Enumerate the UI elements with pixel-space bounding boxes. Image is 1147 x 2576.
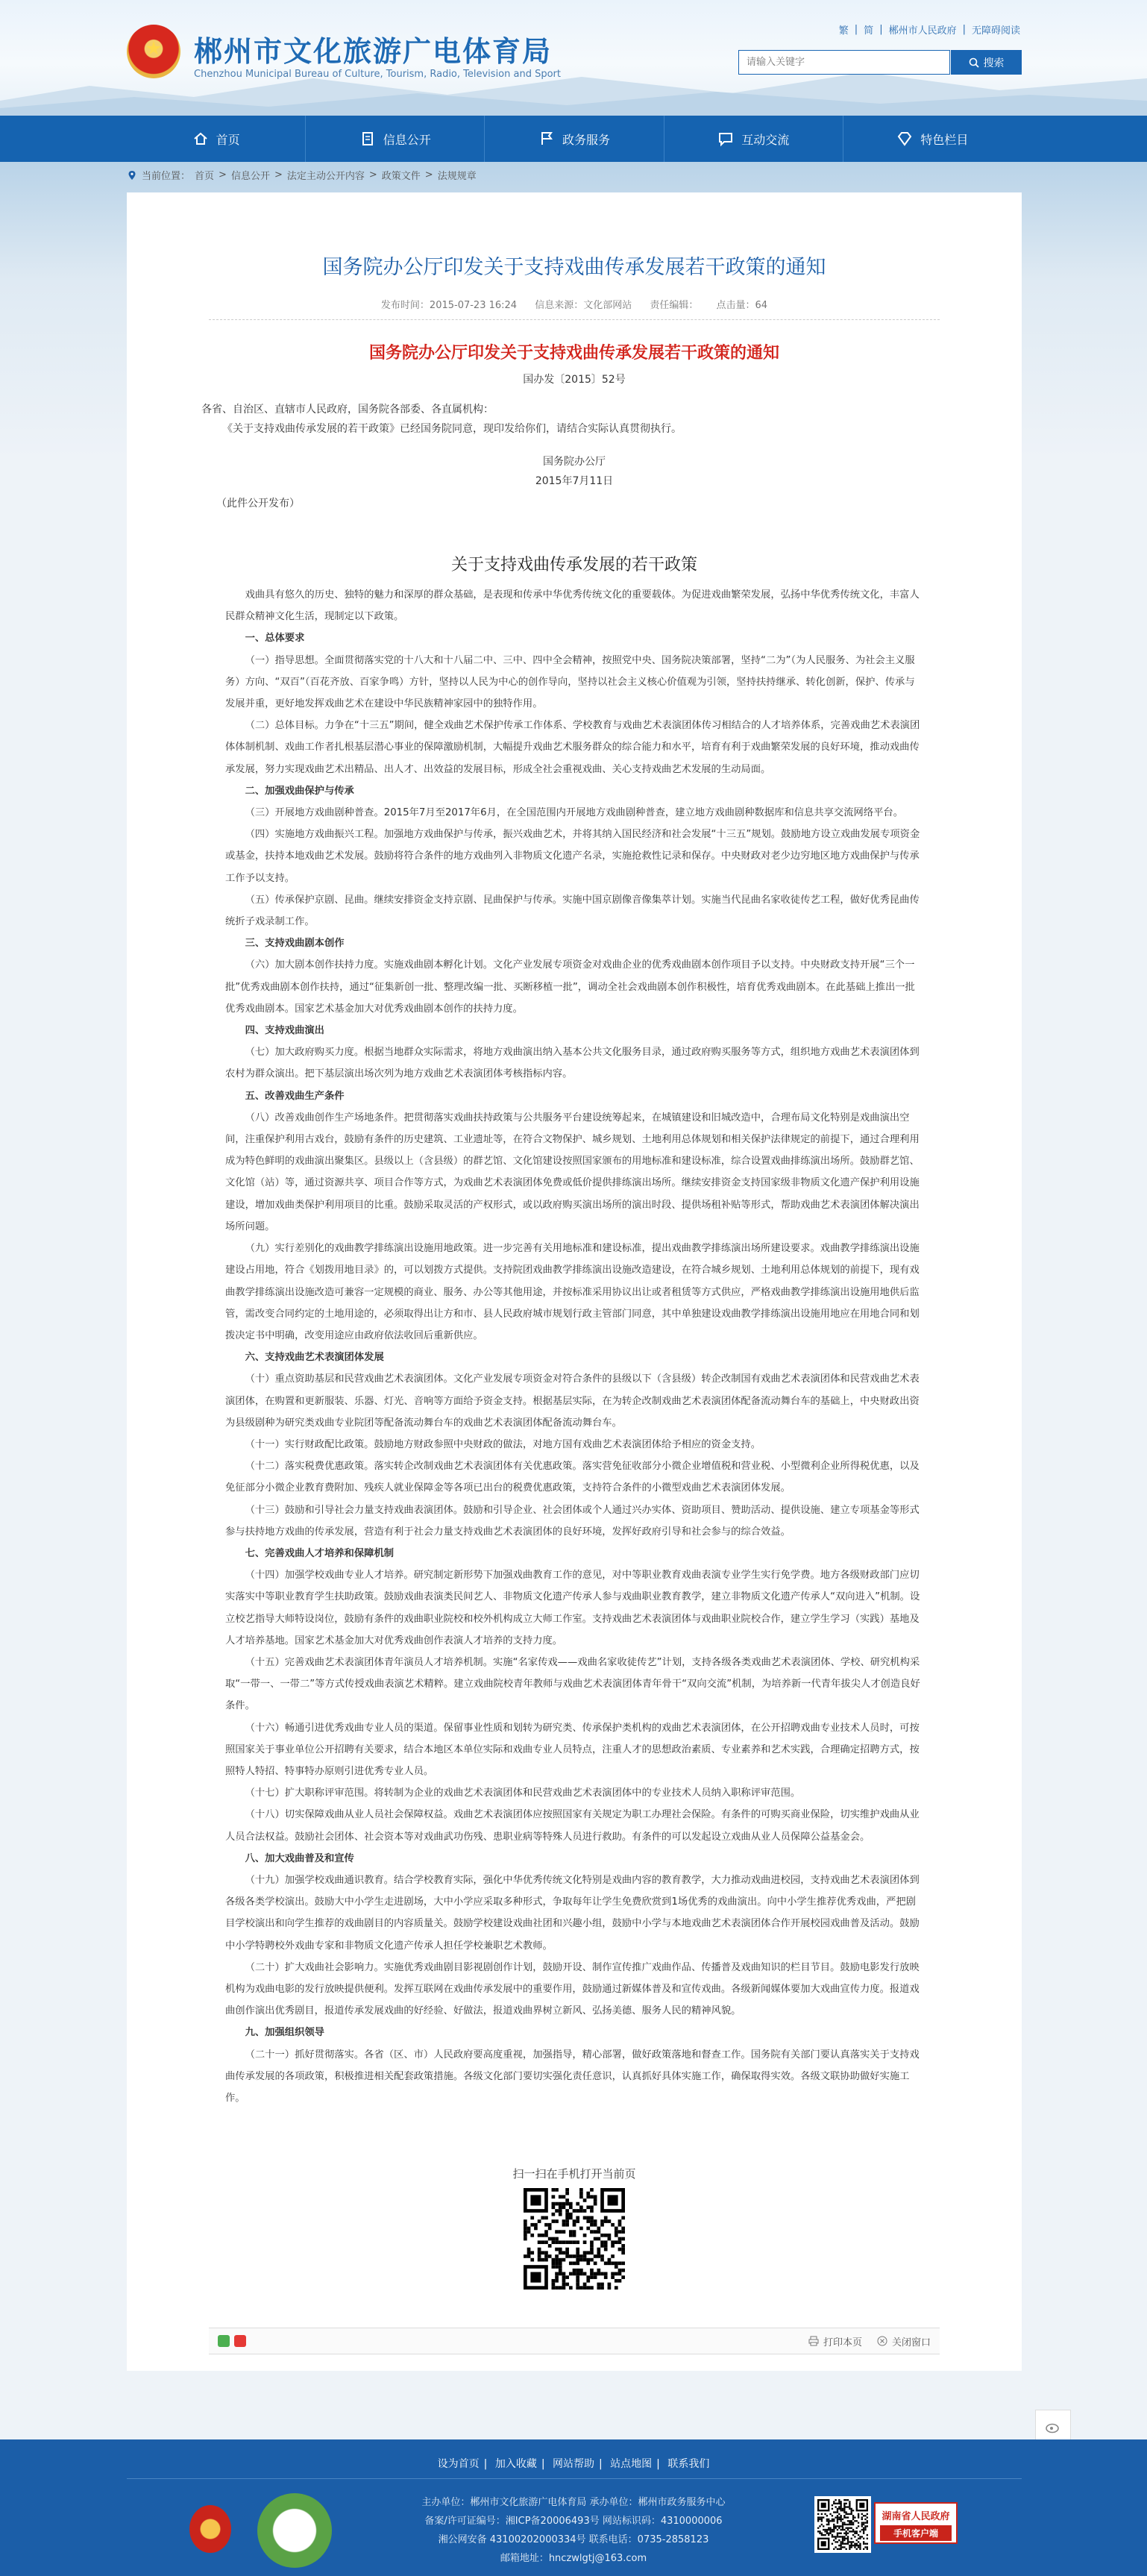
- hunan-gov-app-badge[interactable]: [874, 2502, 958, 2544]
- body-paragraph: （十九）加强学校戏曲通识教育。结合学校教育实际，强化中华优秀传统文化特别是戏曲内容的教育教学，大力推动戏曲进校园，支持戏曲艺术表演团体到各级各类学校演出。鼓励大中小学生走进剧场，大中小学应采取多种形式，争取每年让学生免费欣赏到1场优秀的戏曲演出。向中小学生推荐优秀戏曲，严把剧目学校演出和向学生推荐的戏曲剧目的内容质量关。鼓励学校建设戏曲社团和兴趣小组，鼓励中小学与本地戏曲艺术表演团体合作开展校园戏曲普及活动。鼓励中小学特聘校外戏曲专家和非物质文化遗产传承人担任学校兼职艺术教师。: [225, 1874, 920, 1952]
- body-paragraph: （十三）鼓励和引导社会力量支持戏曲表演团体。鼓励和引导企业、社会团体或个人通过兴办实体、资助项目、赞助活动、提供设施、建立专项基金等形式参与扶持地方戏曲的传承发展，营造有利于社会力量支持戏曲艺术表演团体的良好环境，发挥好政府引导和社会参与的综合效益。: [225, 1504, 920, 1538]
- home-icon: [192, 131, 209, 147]
- article-toolbar: [209, 2328, 940, 2354]
- section-heading: 四、支持戏曲演出: [245, 1025, 324, 1037]
- breadcrumb-statutory[interactable]: 法定主动公开内容: [286, 171, 365, 182]
- section-heading: 六、支持戏曲艺术表演团体发展: [245, 1352, 384, 1364]
- search-input[interactable]: [738, 50, 950, 75]
- public-note: （此件公开发布）: [216, 498, 300, 510]
- qr-code-icon: [524, 2188, 625, 2290]
- body-paragraph: （七）加大政府购买力度。根据当地群众实际需求，将地方戏曲演出纳入基本公共文化服务目录，通过政府购买服务等方式，组织地方戏曲艺术表演团体到农村为群众演出。把下基层演出场次列为地方戏曲艺术表演团体考核指标内容。: [225, 1047, 920, 1080]
- nav-interact-label: 互动交流: [741, 132, 790, 147]
- close-label: 关闭窗口: [891, 2337, 931, 2348]
- close-icon: [877, 2336, 887, 2346]
- section-heading: 二、加强戏曲保护与传承: [245, 785, 354, 797]
- footer-link-contact[interactable]: 联系我们: [667, 2458, 710, 2470]
- footer-divider: [127, 2478, 1022, 2479]
- footer-host: 主办单位：郴州市文化旅游广电体育局 承办单位：郴州市政务服务中心: [421, 2497, 726, 2508]
- traditional-link[interactable]: 繁: [838, 25, 849, 37]
- flag-icon: [538, 131, 555, 147]
- recipients: 各省、自治区、直辖市人民政府，国务院各部委、各直属机构：: [201, 404, 494, 416]
- location-icon: [127, 170, 137, 181]
- nav-home[interactable]: [127, 116, 305, 162]
- footer-email: 邮箱地址：hnczwlgtj@163.com: [500, 2553, 647, 2564]
- footer-qr-icon: [817, 2499, 868, 2550]
- body-paragraph: （三）开展地方戏曲剧种普查。2015年7月至2017年6月，在全国范围内开展地方戏曲剧种普查，建立地方戏曲剧种数据库和信息共享交流网络平台。: [245, 807, 904, 819]
- body-paragraph: （十一）实行财政配比政策。鼓励地方财政参照中央财政的做法，对地方国有戏曲艺术表演团体给予相应的资金支持。: [245, 1438, 761, 1450]
- nav-special-label: 特色栏目: [920, 132, 969, 147]
- body-paragraph: （一）指导思想。全面贯彻落实党的十八大和十八届二中、三中、四中全会精神，按照党中央、国务院决策部署，坚持“二为”（为人民服务、为社会主义服务）方向、“双百”（百花齐放、百家争鸣）方针，坚持以人民为中心的创作导向，坚持以社会主义核心价值观为引领，坚持扶持继承、转化创新，保护、传承与发展并重，更好地发挥戏曲艺术在建设中华民族精神家园中的独特作用。: [225, 654, 915, 710]
- search-button[interactable]: [951, 50, 1022, 75]
- breadcrumb-home[interactable]: 首页: [195, 171, 215, 182]
- body-paragraph: （九）实行差别化的戏曲教学排练演出设施用地政策。进一步完善有关用地标准和建设标准，提出戏曲教学排练演出场所建设要求。戏曲教学排练演出设施建设占用地，符合《划拨用地目录》的，可以划拨方式提供。支持院团戏曲教学排练演出设施改造建设，在符合城乡规划、土地利用总体规划的前提下，现有戏曲教学排练演出设施改造可兼容一定规模的商业、服务、办公等其他用途，并按标准采用协议出让或者租赁等方式供应，严格戏曲教学排练演出设施用地供后监管，需改变合同约定的土地用途的，必须取得出让方和市、县人民政府城市规划行政主管部门同意，其中单独建设戏曲教学排练演出设施用地应在用地合同和划拨决定书中明确，改变用途应由政府依法收回后重新供应。: [225, 1243, 920, 1341]
- breadcrumb-label: 当前位置：: [142, 171, 191, 182]
- document-red-title: 国务院办公厅印发关于支持戏曲传承发展若干政策的通知: [368, 344, 779, 363]
- footer-qr-code: [814, 2496, 871, 2553]
- body-paragraph: （二）总体目标。力争在“十三五”期间，健全戏曲艺术保护传承工作体系、学校教育与戏曲艺术表演团体传习相结合的人才培养体系，完善戏曲艺术表演团体体制机制、戏曲工作者扎根基层潜心事业的保障激励机制，大幅提升戏曲艺术服务群众的综合能力和水平，培育有利于戏曲繁荣发展的良好环境，推动戏曲传承发展，努力实现戏曲艺术出精品、出人才、出效益的发展目标，形成全社会重视戏曲、关心支持戏曲艺术发展的生动局面。: [225, 720, 920, 775]
- footer-link-homepage[interactable]: 设为首页: [437, 2458, 480, 2470]
- print-label: 打印本页: [823, 2337, 862, 2348]
- section-heading: 八、加大戏曲普及和宣传: [245, 1852, 354, 1864]
- breadcrumb-info[interactable]: 信息公开: [230, 171, 270, 182]
- section-heading: 一、总体要求: [245, 633, 305, 645]
- accessibility-link[interactable]: 无障碍阅读: [971, 25, 1020, 37]
- nav-service[interactable]: [484, 116, 663, 162]
- weibo-icon: [1044, 2418, 1062, 2436]
- body-paragraph: （二十一）抓好贯彻落实。各省（区、市）人民政府要高度重视，加强指导，精心部署，做好政策落地和督查工作。国务院有关部门要认真落实关于支持戏曲传承发展的各项政策，积极推进相关配套政策措施。各级文化部门要切实强化责任意识，认真抓好具体实施工作，确保取得实效。各级文联协助做好实施工作。: [225, 2049, 920, 2105]
- signer: 国务院办公厅: [543, 456, 606, 468]
- close-window-button[interactable]: [877, 2334, 931, 2348]
- body-paragraph: （十四）加强学校戏曲专业人才培养。研究制定新形势下加强戏曲教育工作的意见，对中等职业教育戏曲表演专业学生实行免学费。地方各级财政部门应切实落实中等职业教育学生扶助政策。鼓励戏曲表演类民间艺人、非物质文化遗产传承人参与戏曲职业教育教学，建立非物质文化遗产传承人“双向进入”机制。设立校艺指导大师特设岗位，鼓励有条件的戏曲职业院校和校外机构成立大师工作室。支持戏曲艺术表演团体与戏曲职业院校合作，建立学生学习（实践）基地及人才培养基地。国家艺术基金加大对优秀戏曲创作表演人才培养的支持力度。: [225, 1570, 920, 1646]
- footer-info: [0, 2493, 1147, 2568]
- breadcrumb-policy[interactable]: 政策文件: [381, 171, 421, 182]
- sign-date: 2015年7月11日: [535, 475, 614, 487]
- national-emblem-icon: [127, 25, 180, 78]
- info-source: 信息来源：文化部网站: [535, 300, 632, 311]
- section-heading: 五、改善戏曲生产条件: [245, 1090, 345, 1102]
- gov-badge-subtitle: 手机客户端: [880, 2525, 952, 2541]
- intro-paragraph: 《关于支持戏曲传承发展的若干政策》已经国务院同意，现印发给你们，请结合实际认真贯彻执行。: [222, 423, 682, 435]
- breadcrumb-regulations[interactable]: 法规规章: [437, 171, 477, 182]
- body-paragraph: （十五）完善戏曲艺术表演团体青年演员人才培养机制。实施“名家传戏——戏曲名家收徒传艺”计划，支持各级各类戏曲艺术表演团体、学校、研究机构采取“一带一、一带二”等方式传授戏曲表演艺术精粹。建立戏曲院校青年教师与戏曲艺术表演团体青年骨干“双向交流”机制，为培养新一代青年拔尖人才创造良好条件。: [225, 1656, 920, 1712]
- share-icons: [218, 2335, 246, 2347]
- main-nav: [0, 116, 1147, 162]
- article-body: [225, 584, 923, 2109]
- body-paragraph: （八）改善戏曲创作生产场地条件。把贯彻落实戏曲扶持政策与公共服务平台建设统筹起来，在城镇建设和旧城改造中，合理布局文化特别是戏曲演出空间，注重保护利用古戏台，鼓励有条件的历史建筑、工业遗址等，在符合文物保护、城乡规划、土地利用总体规划和相关保护法律规定的前提下，通过合理利用成为特色鲜明的戏曲演出聚集区。县级以上（含县级）的群艺馆、文化馆建设按照国家颁布的用地标准和建设标准，综合设置戏曲排练演出场所。鼓励群艺馆、文化馆（站）等，通过资源共享、项目合作等方式，为戏曲艺术表演团体免费或低价提供排练演出场所。继续安排资金支持国家级非物质文化遗产保护利用设施建设，增加戏曲类保护利用项目的比重。鼓励采取灵活的产权形式，或以政府购买演出场所的演出时段、提供场租补贴等形式，帮助戏曲艺术表演团体解决演出场所问题。: [225, 1112, 920, 1232]
- body-paragraph: （二十）扩大戏曲社会影响力。实施优秀戏曲剧目影视剧创作计划，鼓励开设、制作宣传推广戏曲作品、传播普及戏曲知识的栏目节目。鼓励电影发行放映机构为戏曲电影的发行放映提供便利。发挥互联网在戏曲传承发展中的重要作用，鼓励通过新媒体普及和宣传戏曲。各级新闻媒体要加大戏曲宣传力度。报道戏曲创作演出优秀剧目，报道传承发展戏曲的好经验、好做法，报道戏曲界树立新风、弘扬美德、服务人民的精神风貌。: [225, 1961, 920, 2017]
- editor: 责任编辑：: [650, 300, 699, 311]
- body-paragraph: （六）加大剧本创作扶持力度。实施戏曲剧本孵化计划。文化产业发展专项资金对戏曲企业的优秀戏曲剧本创作项目予以支持。中央财政支持开展“三个一批”优秀戏曲剧本创作扶持，通过“征集新创一批、整理改编一批、买断移植一批”，调动全社会戏曲剧本创作积极性，培育优秀戏曲剧本。在此基础上推出一批优秀戏曲剧本。国家艺术基金加大对优秀戏曲剧本创作的扶持力度。: [225, 959, 915, 1015]
- city-gov-link[interactable]: 郴州市人民政府: [888, 25, 957, 37]
- body-paragraph: （十）重点资助基层和民营戏曲艺术表演团体。文化产业发展专项资金对符合条件的县级以下（含县级）转企改制国有戏曲艺术表演团体和民营戏曲艺术表演团体，在购置和更新服装、乐器、灯光、音响等方面给予资金支持。根据基层实际，在为转企改制戏曲艺术表演团体配备流动舞台车的基础上，中央财政出资为县级剧种为研究类戏曲专业院团等配备流动舞台车的戏曲艺术表演团体配备流动舞台车。: [225, 1373, 920, 1429]
- publish-time: 发布时间：2015-07-23 16:24: [380, 300, 518, 311]
- body-paragraph: （十二）落实税费优惠政策。落实转企改制戏曲艺术表演团体有关优惠政策。落实营免征收部分小微企业增值税和营业税、小型微利企业所得税优惠，以及免征部分小微企业教育费附加、残疾人就业保障金等各项已出台的税费优惠政策，支持符合条件的小微型戏曲艺术表演团体发展。: [225, 1461, 920, 1494]
- body-paragraph: （十八）切实保障戏曲从业人员社会保障权益。戏曲艺术表演团体应按照国家有关规定为职工办理社会保险。有条件的可购买商业保险，切实维护戏曲从业人员合法权益。鼓励社会团体、社会资本等对戏曲武功伤残、患职业病等特殊人员进行救助。有条件的可以发起设立戏曲从业人员保障公益基金会。: [225, 1809, 920, 1843]
- section-heading: 三、支持戏曲剧本创作: [245, 938, 345, 950]
- print-button[interactable]: [808, 2334, 862, 2348]
- click-count: 点击量：64: [716, 300, 768, 311]
- wechat-share-icon[interactable]: [218, 2335, 230, 2347]
- chat-icon: [717, 131, 734, 147]
- site-subtitle: Chenzhou Municipal Bureau of Culture, Tourism, Radio, Television and Sport: [194, 69, 561, 80]
- nav-info[interactable]: [305, 116, 484, 162]
- body-paragraph: （四）实施地方戏曲振兴工程。加强地方戏曲保护与传承，振兴戏曲艺术，并将其纳入国民经济和社会发展“十三五”规划。鼓励地方设立戏曲发展专项资金或基金，扶持本地戏曲艺术发展。鼓励将符合条件的地方戏曲列入非物质文化遗产名录，实施抢救性记录和保存。中央财政对老少边穷地区地方戏曲保护与传承工作予以支持。: [225, 829, 920, 884]
- body-paragraph: （十六）畅通引进优秀戏曲专业人员的渠道。保留事业性质和划转为研究类、传承保护类机构的戏曲艺术表演团体，在公开招聘戏曲专业技术人员时，可按照国家关于事业单位公开招聘有关要求，结合本地区本单位实际和戏曲专业人员特点，注重人才的思想政治素质、专业素养和艺术实践，合理确定招聘方式，按照特人特招、特事特办原则引进优秀专业人员。: [225, 1722, 920, 1777]
- section-heading: 七、完善戏曲人才培养和保障机制: [245, 1547, 395, 1559]
- document-number: 国办发〔2015〕52号: [523, 374, 626, 386]
- nav-home-label: 首页: [216, 132, 240, 147]
- nav-interact[interactable]: [664, 116, 843, 162]
- search-icon: [969, 57, 979, 68]
- footer-icp: 备案/许可证编号：湘ICP备20006493号 网站标识码：4310000006: [424, 2516, 723, 2527]
- section-heading: 九、加强组织领导: [245, 2027, 324, 2039]
- site-title: 郴州市文化旅游广电体育局: [194, 37, 553, 68]
- article-meta: [127, 297, 1022, 311]
- footer-links: 设为首页 | 加入收藏 | 网站帮助 | 站点地图 | 联系我们: [437, 2458, 710, 2470]
- printer-icon: [808, 2336, 819, 2346]
- weibo-share-icon[interactable]: [234, 2335, 246, 2347]
- qr-label: 扫一扫在手机打开当前页: [512, 2167, 636, 2181]
- breadcrumb: 当前位置： 首页 > 信息公开 > 法定主动公开内容 > 政策文件 > 法规规章: [127, 168, 477, 182]
- nav-special[interactable]: [843, 116, 1022, 162]
- policy-subtitle: 关于支持戏曲传承发展的若干政策: [450, 556, 697, 574]
- header: [0, 0, 1147, 116]
- nav-info-label: 信息公开: [383, 132, 431, 147]
- gov-badge-title: 湖南省人民政府: [882, 2511, 950, 2522]
- body-paragraph: （五）传承保护京剧、昆曲。继续安排资金支持京剧、昆曲保护与传承。实施中国京剧像音像集萃计划。实施当代昆曲名家收徒传艺工程，做好优秀昆曲传统折子戏录制工作。: [225, 894, 920, 928]
- diamond-icon: [896, 131, 913, 147]
- search-button-label: 搜索: [983, 56, 1005, 69]
- body-paragraph: 戏曲具有悠久的历史、独特的魅力和深厚的群众基础，是表现和传承中华优秀传统文化的重要载体。为促进戏曲繁荣发展，弘扬中华优秀传统文化，丰富人民群众精神文化生活，现制定以下政策。: [225, 589, 920, 623]
- divider: [209, 319, 940, 320]
- body-paragraph: （十七）扩大职称评审范围。将转制为企业的戏曲艺术表演团体和民营戏曲艺术表演团体中的专业技术人员纳入职称评审范围。: [245, 1787, 801, 1799]
- simplified-link[interactable]: 简: [864, 25, 874, 37]
- nav-service-label: 政务服务: [562, 132, 611, 147]
- top-links: 繁 | 简 | 郴州市人民政府 | 无障碍阅读: [838, 24, 1020, 37]
- article-panel: [127, 192, 1022, 2371]
- footer-link-sitemap[interactable]: 站点地图: [610, 2458, 653, 2470]
- footer-link-help[interactable]: 网站帮助: [553, 2458, 594, 2470]
- footer-link-favorite[interactable]: 加入收藏: [494, 2458, 537, 2470]
- footer: [0, 2439, 1147, 2576]
- document-icon: [359, 131, 376, 147]
- footer-beian: 湘公网安备 43100202000334号 联系电话：0735-2858123: [438, 2534, 709, 2545]
- article-title: 国务院办公厅印发关于支持戏曲传承发展若干政策的通知: [322, 256, 826, 279]
